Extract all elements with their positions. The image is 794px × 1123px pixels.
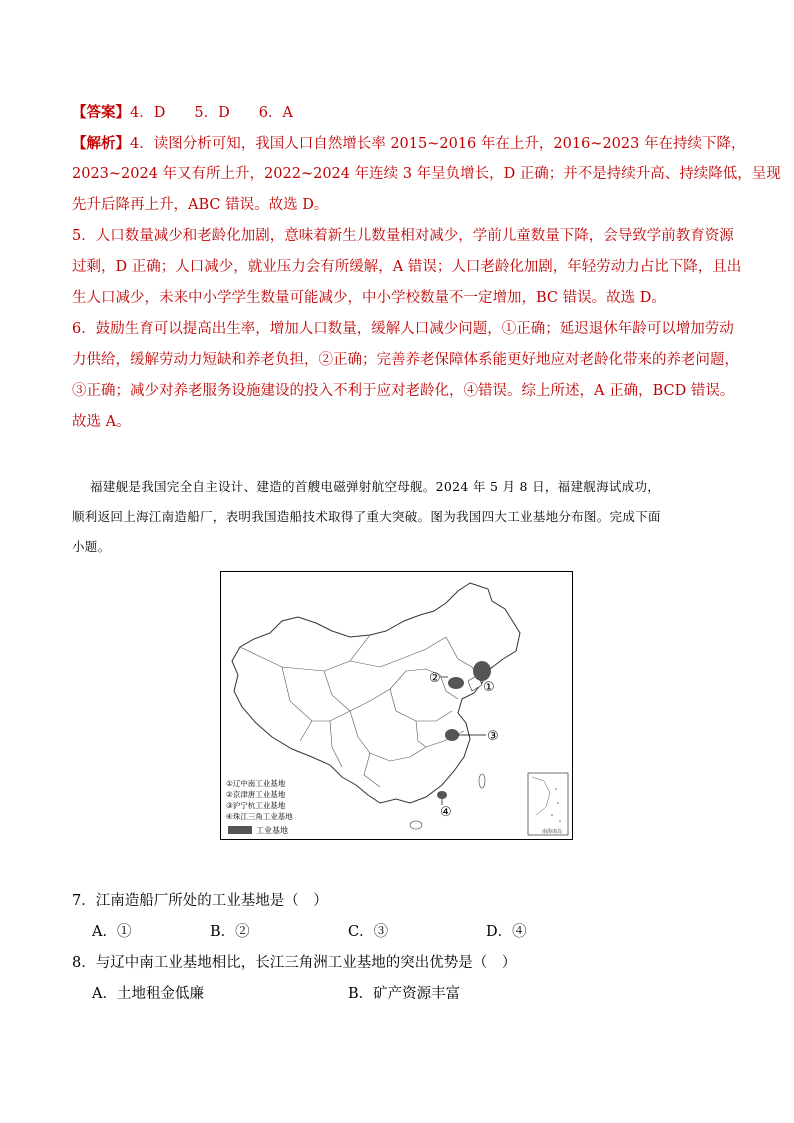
inset-label: 南海诸岛 <box>542 829 563 835</box>
analysis-tag: 【解析】 <box>72 135 130 152</box>
stem-line-3: 小题。 <box>72 539 111 554</box>
question-7-stem: 7．江南造船厂所处的工业基地是（ ） <box>72 893 328 909</box>
analysis-line-1 <box>72 134 745 154</box>
base-4-area <box>437 791 447 799</box>
legend-item-2: ②京津唐工业基地 <box>226 790 286 799</box>
legend-swatch-label: 工业基地 <box>256 826 288 835</box>
stem-line-2: 顺利返回上海江南造船厂，表明我国造船技术取得了重大突破。图为我国四大工业基地分布图。完成下面 <box>72 509 661 524</box>
south-china-sea-inset <box>528 773 568 835</box>
q7-option-b[interactable]: B．② <box>210 924 250 940</box>
marker-1: ① <box>483 680 495 695</box>
hainan-island <box>410 821 422 829</box>
answer-text: 4．D 5．D 6．A <box>130 105 293 121</box>
q7-option-d[interactable]: D．④ <box>486 924 527 940</box>
marker-2: ② <box>429 671 441 686</box>
legend-item-3: ③沪宁杭工业基地 <box>226 801 286 810</box>
q8-option-b[interactable]: B．矿产资源丰富 <box>348 986 461 1002</box>
stem-line-1: 福建舰是我国完全自主设计、建造的首艘电磁弹射航空母舰。2024 年 5 月 8 日，福建舰海试成功， <box>90 479 661 494</box>
marker-4: ④ <box>440 805 452 820</box>
analysis-line-4: 5．人口数量减少和老龄化加剧，意味着新生儿数量相对减少，学前儿童数量下降，会导致学前教育资源 <box>72 228 734 244</box>
analysis-line-9: ③正确；减少对养老服务设施建设的投入不利于应对老龄化，④错误。综上所述，A 正确，BCD 错误。 <box>72 383 735 399</box>
base-3-area <box>445 729 459 741</box>
base-1-area <box>473 661 491 681</box>
analysis-line-7: 6．鼓励生育可以提高出生率，增加人口数量，缓解人口减少问题，①正确；延迟退休年龄可以增加劳动 <box>72 321 734 337</box>
analysis-line-5: 过剩，D 正确；人口减少，就业压力会有所缓解，A 错误；人口老龄化加剧，年轻劳动力占比下降，且出 <box>72 259 742 275</box>
analysis-line-2: 2023~2024 年又有所上升，2022~2024 年连续 3 年呈负增长，D 正确；并不是持续升高、持续降低，呈现 <box>72 166 781 182</box>
question-8-stem: 8．与辽中南工业基地相比，长江三角洲工业基地的突出优势是（ ） <box>72 955 517 971</box>
q8-option-a[interactable]: A．土地租金低廉 <box>92 986 204 1002</box>
marker-3: ③ <box>487 729 499 744</box>
legend-item-4: ④珠江三角工业基地 <box>226 812 293 821</box>
legend-item-1: ①辽中南工业基地 <box>226 779 286 788</box>
q7-option-a[interactable]: A．① <box>92 924 132 940</box>
q7-option-c[interactable]: C．③ <box>348 924 389 940</box>
analysis-line-6: 生人口减少，未来中小学学生数量可能减少，中小学校数量不一定增加，BC 错误。故选 D。 <box>72 290 666 306</box>
answer-line <box>72 103 293 123</box>
base-2-area <box>448 677 464 689</box>
industrial-base-map <box>220 571 573 840</box>
analysis-line-10: 故选 A。 <box>72 414 131 430</box>
analysis-line-8: 力供给，缓解劳动力短缺和养老负担，②正确；完善养老保障体系能更好地应对老龄化带来的养老问题， <box>72 352 739 368</box>
analysis-text: 4．读图分析可知，我国人口自然增长率 2015~2016 年在上升，2016~2023 年在持续下降， <box>130 136 746 152</box>
legend-swatch <box>228 826 252 834</box>
answer-tag: 【答案】 <box>72 104 130 121</box>
taiwan-island <box>479 774 485 788</box>
analysis-line-3: 先升后降再上升，ABC 错误。故选 D。 <box>72 197 329 213</box>
